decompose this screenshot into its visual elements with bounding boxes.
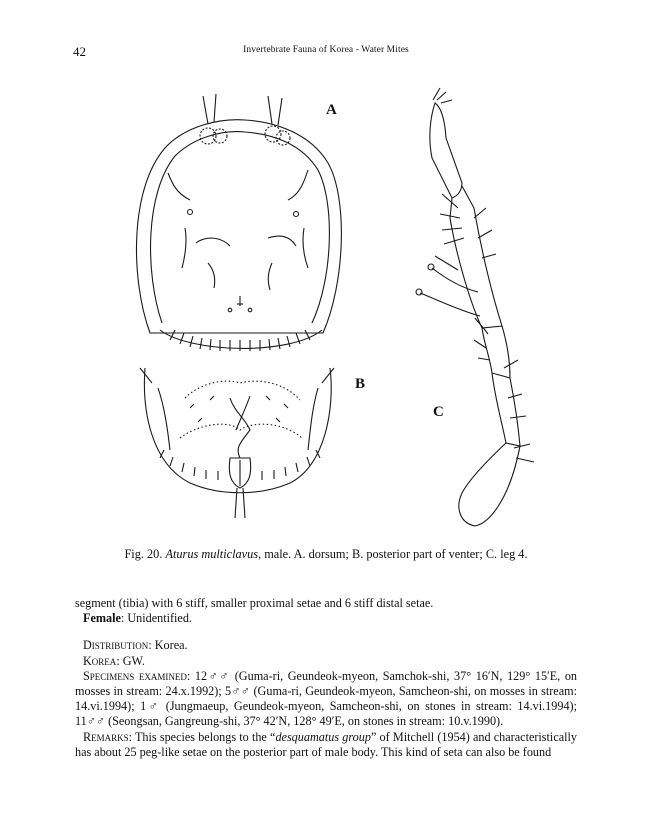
caption-prefix: Fig. 20. (124, 547, 163, 561)
distribution-label: Distribution (83, 638, 149, 653)
panel-b-venter-drawing (140, 368, 334, 518)
specimens-label: Specimens examined (83, 668, 187, 683)
panel-label-a: A (326, 102, 337, 118)
caption-rest: , male. A. dorsum; B. posterior part of venter; C. leg 4. (258, 547, 528, 561)
remarks-text-1: : This species belongs to the “ (128, 729, 276, 744)
female-label: Female (83, 611, 121, 626)
korea-paragraph (75, 654, 577, 669)
panel-label-b: B (355, 376, 366, 392)
female-text: : Unidentified. (120, 611, 192, 626)
specimens-text: : 12♂♂ (Guma-ri, Geundeok-myeon, Samchok-shi, 37° 16′N, 129° 15′E, on mosses in stream: 24.x.1992); 5♂♂ (Guma-ri, Geundeok-myeon, Samcheon-shi, on mosses in stream: 14.vi.1994); 1♂ (Jungmaeup, Geundeok-myeon, Samcheon-shi, on stones in stream: 14.vi.1994); 11♂♂ (Seongsan, Gangreung-shi, 37° 42′N, 128° 49′E, on stones in stream: 10.v.1990). (75, 668, 578, 729)
specimens-paragraph (75, 669, 577, 730)
remarks-text-2: ” of Mitchell (1954) and characteristically has about 25 peg-like setae on the posterior part of male body. This kind of seta can also be found (75, 729, 578, 759)
figure-caption (0, 547, 652, 562)
remarks-paragraph (75, 730, 577, 760)
korea-label: Korea (83, 653, 117, 668)
female-paragraph (75, 611, 577, 626)
distribution-text: : Korea. (148, 638, 188, 653)
panel-c-leg-drawing (416, 88, 534, 526)
panel-label-c: C (433, 404, 444, 420)
body-line-tibia: segment (tibia) with 6 stiff, smaller proximal setae and 6 stiff distal setae. (75, 596, 434, 610)
distribution-paragraph (75, 638, 577, 653)
page-number: 42 (73, 44, 86, 59)
remarks-group: desquamatus group (275, 729, 371, 744)
panel-a-dorsum-drawing (136, 94, 341, 351)
running-head: Invertebrate Fauna of Korea - Water Mites (243, 45, 409, 55)
caption-species: Aturus multiclavus (165, 547, 259, 561)
body-text (75, 596, 577, 760)
remarks-label: Remarks (83, 729, 129, 744)
figure-illustration (90, 78, 560, 528)
korea-text: : GW. (116, 653, 145, 668)
